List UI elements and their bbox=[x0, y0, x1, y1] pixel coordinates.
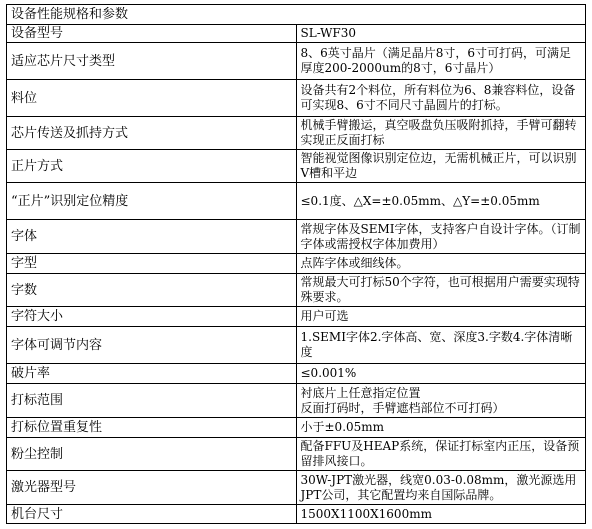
table-row bbox=[7, 471, 586, 505]
table-row bbox=[7, 117, 586, 150]
row-key: 字体可调节内容 bbox=[7, 327, 297, 364]
table-row bbox=[7, 25, 586, 43]
row-value: 小于±0.05mm bbox=[296, 418, 586, 438]
table-row bbox=[7, 274, 586, 307]
table-row bbox=[7, 150, 586, 183]
row-key: 打标位置重复性 bbox=[7, 418, 297, 438]
row-key: 设备型号 bbox=[7, 25, 297, 43]
row-key: 粉尘控制 bbox=[7, 438, 297, 471]
row-key: 字数 bbox=[7, 274, 297, 307]
row-value: 设备共有2个料位，所有料位为6、8兼容料位，设备可实现8、6寸不同尺寸晶圆片的打标。 bbox=[296, 80, 586, 117]
table-row bbox=[7, 384, 586, 418]
row-value: 智能视觉图像识别定位边，无需机械正片，可以识别V槽和平边 bbox=[296, 150, 586, 183]
row-value: 30W-JPT激光器，线宽0.03-0.08mm，激光源选用JPT公司，其它配置均来自国际品牌。 bbox=[296, 471, 586, 505]
table-title-row bbox=[7, 5, 586, 25]
row-value: 常规最大可打标50个字符，也可根据用户需要实现特殊要求。 bbox=[296, 274, 586, 307]
row-value: SL-WF30 bbox=[296, 25, 586, 43]
row-key: 适应芯片尺寸类型 bbox=[7, 43, 297, 80]
row-key: 激光器型号 bbox=[7, 471, 297, 505]
table-row bbox=[7, 418, 586, 438]
table-row bbox=[7, 220, 586, 254]
table-row bbox=[7, 43, 586, 80]
table-row bbox=[7, 327, 586, 364]
row-value: ≤0.1度、△X=±0.05mm、△Y=±0.05mm bbox=[296, 183, 586, 220]
row-value: 点阵字体或细线体。 bbox=[296, 254, 586, 274]
value-line: 反面打码时，手臂遮档部位不可打码） bbox=[300, 400, 505, 415]
table-row bbox=[7, 254, 586, 274]
row-key: 料位 bbox=[7, 80, 297, 117]
row-value: 机械手臂搬运，真空吸盘负压吸附抓持，手臂可翻转实现正反面打标 bbox=[296, 117, 586, 150]
row-key: 芯片传送及抓持方式 bbox=[7, 117, 297, 150]
row-key: 正片方式 bbox=[7, 150, 297, 183]
row-value: 常规字体及SEMI字体，支持客户自设计字体。（订制字体或需授权字体加费用） bbox=[296, 220, 586, 254]
value-line: 衬底片上任意指定位置 bbox=[300, 385, 421, 400]
row-key: 字体 bbox=[7, 220, 297, 254]
table-title: 设备性能规格和参数 bbox=[7, 5, 586, 25]
row-value: 1500X1100X1600mm bbox=[296, 505, 586, 524]
row-value: ≤0.001% bbox=[296, 364, 586, 384]
row-value: 1.SEMI字体2.字体高、宽、深度3.字数4.字体清晰度 bbox=[296, 327, 586, 364]
table-row bbox=[7, 80, 586, 117]
row-key: 破片率 bbox=[7, 364, 297, 384]
table-row bbox=[7, 364, 586, 384]
stray-border-line bbox=[585, 396, 586, 412]
table-row bbox=[7, 438, 586, 471]
spec-table bbox=[6, 4, 586, 524]
table-row bbox=[7, 183, 586, 220]
row-value: 配备FFU及HEAP系统，保证打标室内正压，设备预留排风接口。 bbox=[296, 438, 586, 471]
row-value: 8、6英寸晶片（满足晶片8寸，6寸可打码，可满足厚度200-2000um的8寸，6寸晶片） bbox=[296, 43, 586, 80]
table-row bbox=[7, 307, 586, 327]
row-key: 打标范围 bbox=[7, 384, 297, 418]
row-key: 机台尺寸 bbox=[7, 505, 297, 524]
table-row bbox=[7, 505, 586, 524]
row-value bbox=[296, 384, 586, 418]
row-value: 用户可选 bbox=[296, 307, 586, 327]
row-key: “正片”识别定位精度 bbox=[7, 183, 297, 220]
row-key: 字符大小 bbox=[7, 307, 297, 327]
spec-sheet bbox=[6, 4, 586, 524]
row-key: 字型 bbox=[7, 254, 297, 274]
